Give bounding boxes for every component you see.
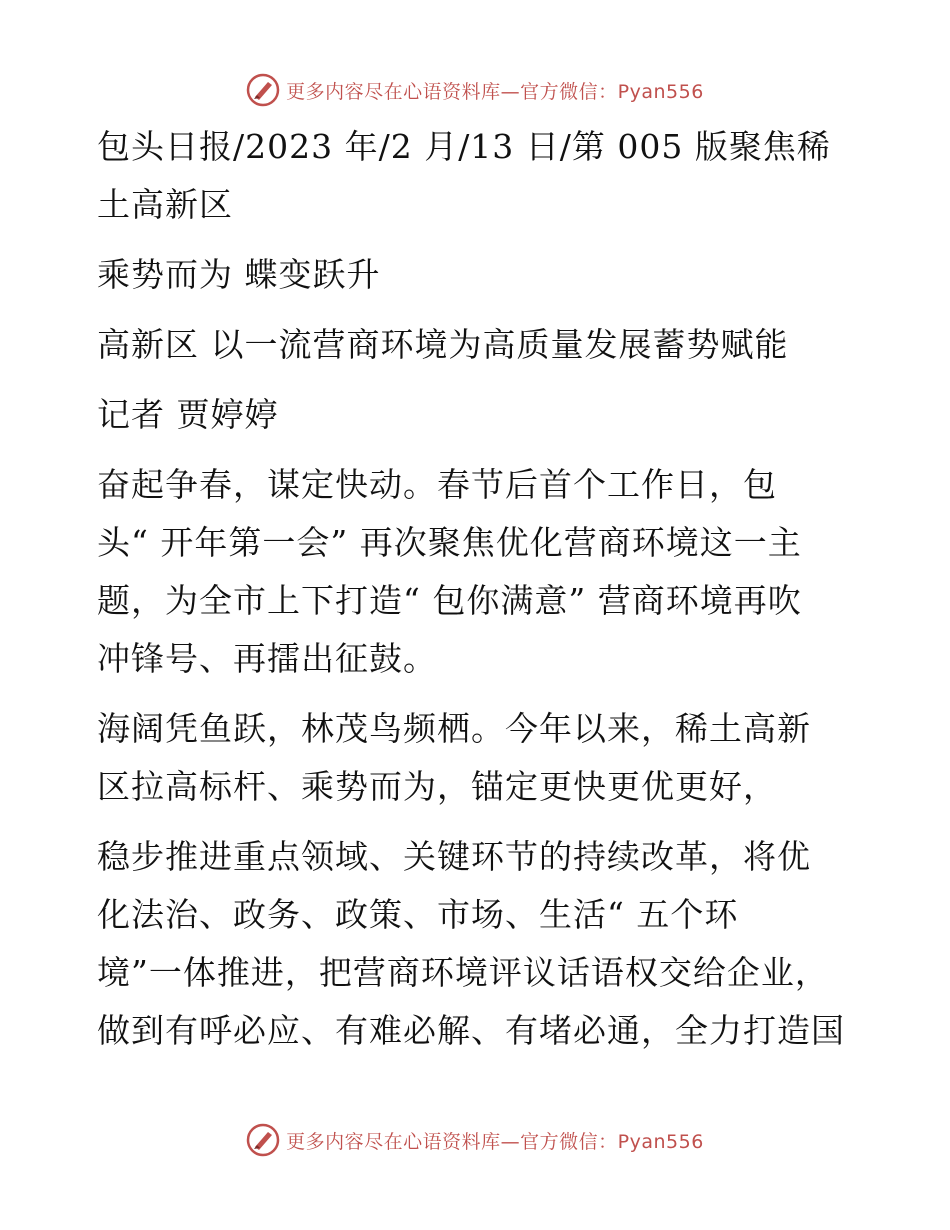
byline-paragraph: [97, 386, 857, 444]
text-line: 记者 贾婷婷: [97, 395, 279, 434]
body-paragraph: [97, 828, 857, 1060]
text-line: 土高新区: [97, 185, 233, 224]
text-line: 做到有呼必应、有难必解、有堵必通，全力打造国: [97, 1011, 845, 1050]
text-line: 境”一体推进，把营商环境评议话语权交给企业，: [97, 953, 829, 992]
text-line: 题，为全市上下打造“ 包你满意” 营商环境再吹: [97, 581, 802, 620]
text-line: 头“ 开年第一会” 再次聚焦优化营商环境这一主: [97, 523, 802, 562]
text-line: 奋起争春，谋定快动。春节后首个工作日，包: [97, 465, 777, 504]
text-line: 高新区 以一流营商环境为高质量发展蓄势赋能: [97, 325, 789, 364]
text-line: 区拉高标杆、乘势而为，锚定更快更优更好，: [97, 767, 777, 806]
subheadline-paragraph: [97, 316, 857, 374]
text-line: 化法治、政务、政策、市场、生活“ 五个环: [97, 895, 739, 934]
headline-paragraph: [97, 246, 857, 304]
text-line: 稳步推进重点领域、关键环节的持续改革，将优: [97, 837, 811, 876]
article-body: [97, 118, 857, 1060]
header-watermark-banner: [0, 70, 950, 110]
footer-watermark-banner: [0, 1120, 950, 1160]
body-paragraph: [97, 700, 857, 816]
brand-logo-icon: [246, 73, 280, 107]
text-line: 包头日报/2023 年/2 月/13 日/第 005 版聚焦稀: [97, 127, 831, 166]
watermark-text: 更多内容尽在心语资料库—官方微信：Pyan556: [286, 80, 704, 103]
text-line: 海阔凭鱼跃，林茂鸟频栖。今年以来，稀土高新: [97, 709, 811, 748]
text-line: 乘势而为 蝶变跃升: [97, 255, 381, 294]
dateline-paragraph: [97, 118, 857, 234]
brand-logo-icon: [246, 1123, 280, 1157]
text-line: 冲锋号、再擂出征鼓。: [97, 639, 437, 678]
body-paragraph: [97, 456, 857, 688]
watermark-text: 更多内容尽在心语资料库—官方微信：Pyan556: [286, 1130, 704, 1153]
